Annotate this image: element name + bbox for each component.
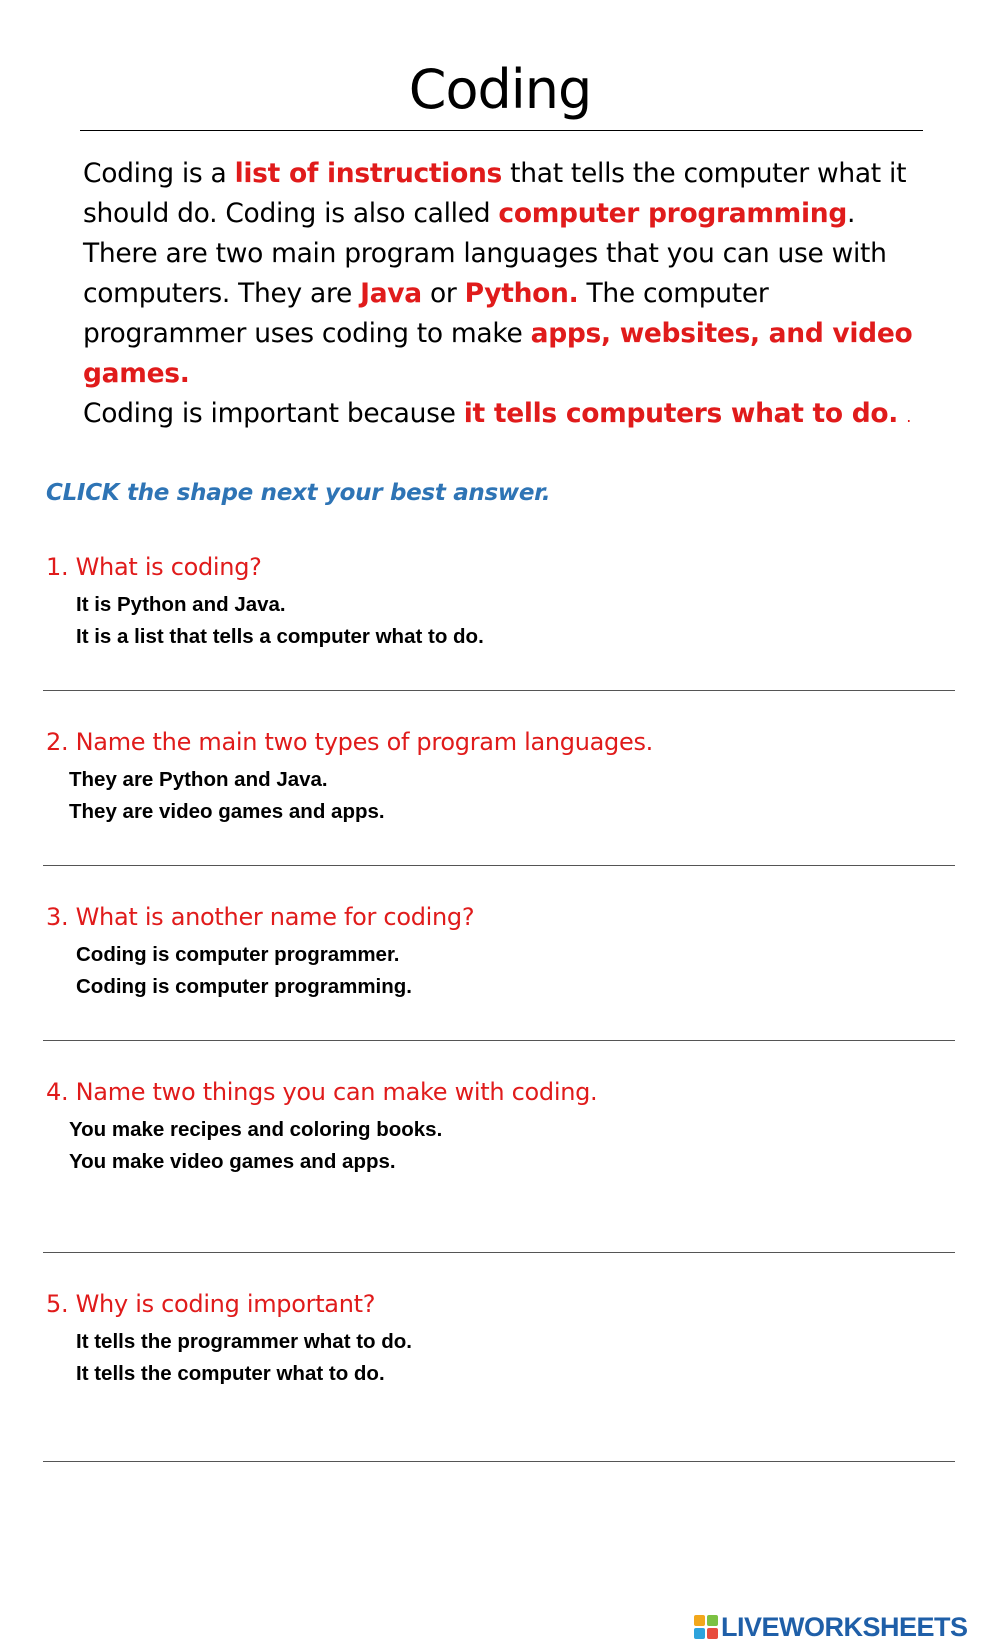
answer-option[interactable]: It is Python and Java. [76, 593, 286, 616]
question-4: 4. Name two things you can make with coding. [46, 1078, 598, 1106]
question-1: 1. What is coding? [46, 553, 262, 581]
intro-segment: . There are two main program languages that you can use with computers. They are [83, 198, 887, 309]
liveworksheets-logo [694, 1610, 968, 1644]
question-divider [43, 1461, 955, 1462]
answer-option[interactable]: You make video games and apps. [69, 1150, 396, 1173]
answer-option[interactable]: It tells the computer what to do. [76, 1362, 385, 1385]
logo-text: LIVEWORKSHEETS [721, 1611, 968, 1642]
answer-option[interactable]: It is a list that tells a computer what to do. [76, 625, 484, 648]
intro-highlight: Java [360, 278, 422, 309]
intro-highlight: list of instructions [234, 158, 503, 189]
logo-mark-icon [694, 1615, 718, 1639]
question-divider [43, 690, 955, 691]
title-divider [80, 130, 923, 131]
question-3: 3. What is another name for coding? [46, 903, 475, 931]
answer-option[interactable]: They are Python and Java. [69, 768, 328, 791]
question-divider [43, 1252, 955, 1253]
question-2: 2. Name the main two types of program languages. [46, 728, 653, 756]
trailing-dot: . [906, 407, 911, 426]
intro-paragraph-1 [83, 154, 928, 394]
intro-segment: The computer programmer uses coding to make [83, 278, 769, 349]
intro-segment: that tells the computer what it should do. Coding is also called [83, 158, 907, 229]
page-title: Coding [408, 58, 592, 121]
instruction-text: CLICK the shape next your best answer. [46, 480, 551, 506]
answer-option[interactable]: Coding is computer programming. [76, 975, 412, 998]
question-divider [43, 1040, 955, 1041]
question-divider [43, 865, 955, 866]
answer-option[interactable]: You make recipes and coloring books. [69, 1118, 443, 1141]
intro-highlight: Python. [464, 278, 579, 309]
intro-segment: Coding is important because [83, 398, 464, 429]
intro-highlight: apps, websites, and video games. [83, 318, 913, 389]
answer-option[interactable]: They are video games and apps. [69, 800, 385, 823]
question-5: 5. Why is coding important? [46, 1290, 376, 1318]
intro-paragraph-2 [83, 394, 928, 437]
intro-segment: or [421, 278, 465, 309]
intro-highlight: computer programming [498, 198, 848, 229]
intro-text [83, 154, 928, 437]
intro-segment: Coding is a [83, 158, 235, 189]
answer-option[interactable]: It tells the programmer what to do. [76, 1330, 413, 1353]
answer-option[interactable]: Coding is computer programmer. [76, 943, 400, 966]
intro-highlight: it tells computers what to do. [463, 398, 899, 429]
